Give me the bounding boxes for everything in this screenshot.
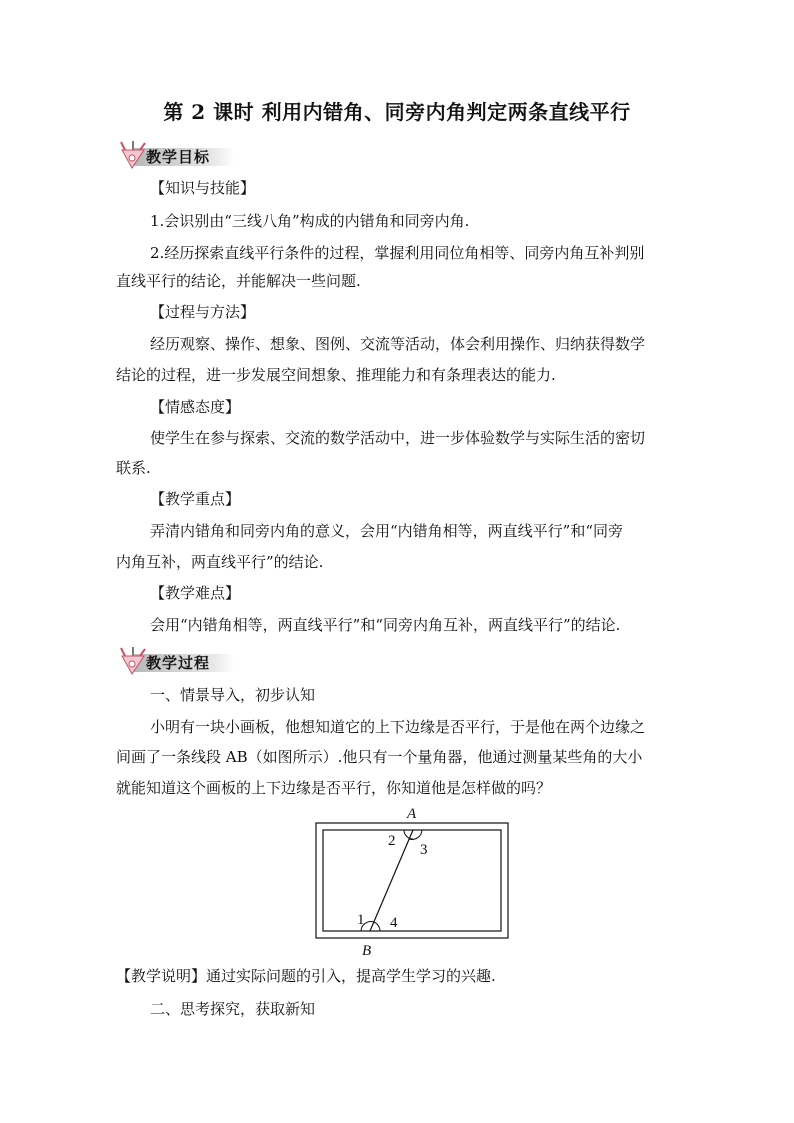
knowledge-heading: 【知识与技能】 [150, 179, 256, 197]
board-outer-edge [316, 823, 508, 938]
point-b-label: B [362, 943, 372, 959]
teaching-note: 【教学说明】通过实际问题的引入，提高学生学习的兴趣. [116, 967, 496, 985]
knowledge-item-2-line1: 2.经历探索直线平行条件的过程，掌握利用同位角相等、同旁内角互补判别 [150, 244, 645, 262]
attitude-line1: 使学生在参与探索、交流的数学活动中，进一步体验数学与实际生活的密切 [150, 429, 646, 447]
lesson-title: 第 2 课时 利用内错角、同旁内角判定两条直线平行 [163, 100, 631, 124]
section-banner-goals [116, 140, 236, 170]
angle-2-label: 2 [388, 833, 396, 849]
angle-4-label: 4 [390, 915, 398, 931]
point-a-label: A [407, 806, 417, 822]
angle-arc-4 [374, 922, 380, 931]
focus-heading: 【教学重点】 [150, 490, 241, 508]
intro-line3: 就能知道这个画板的上下边缘是否平行，你知道他是怎样做的吗？ [116, 779, 552, 797]
drawing-board-figure [300, 800, 520, 965]
pencil-cup-icon [116, 646, 150, 676]
section1-heading: 一、情景导入，初步认知 [150, 686, 316, 704]
knowledge-item-1: 1.会识别由“三线八角”构成的内错角和同旁内角. [150, 212, 470, 230]
focus-line1: 弄清内错角和同旁内角的意义，会用“内错角相等，两直线平行”和“同旁 [150, 522, 624, 540]
banner-label: 教学目标 [146, 148, 211, 166]
section-banner-process [116, 646, 236, 676]
angle-1-label: 1 [357, 912, 365, 928]
pencil-cup-icon [116, 140, 150, 170]
intro-line1: 小明有一块小画板，他想知道它的上下边缘是否平行，于是他在两个边缘之 [150, 718, 646, 736]
attitude-line2: 联系. [116, 459, 151, 477]
intro-line2: 间画了一条线段 AB（如图所示）.他只有一个量角器，他通过测量某些角的大小 [116, 748, 643, 766]
difficulty-heading: 【教学难点】 [150, 584, 241, 602]
method-line2: 结论的过程，进一步发展空间想象、推理能力和有条理表达的能力. [116, 366, 556, 384]
attitude-heading: 【情感态度】 [150, 398, 241, 416]
method-heading: 【过程与方法】 [150, 303, 256, 321]
difficulty-line1: 会用“内错角相等，两直线平行”和“同旁内角互补，两直线平行”的结论. [150, 616, 621, 634]
focus-line2: 内角互补，两直线平行”的结论. [116, 553, 324, 571]
method-line1: 经历观察、操作、想象、图例、交流等活动，体会利用操作、归纳获得数学 [150, 335, 646, 353]
angle-3-label: 3 [420, 842, 428, 858]
knowledge-item-2-line2: 直线平行的结论，并能解决一些问题. [116, 272, 361, 290]
banner-label: 教学过程 [146, 654, 211, 672]
board-inner-edge [323, 830, 501, 931]
section2-heading: 二、思考探究，获取新知 [150, 1000, 316, 1018]
